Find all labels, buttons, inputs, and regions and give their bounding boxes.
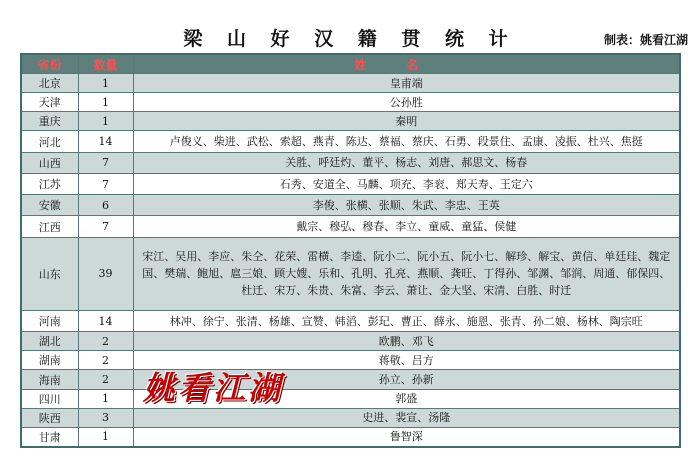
province-cell: 安徽 — [21, 195, 78, 216]
names-cell: 李俊、张横、张顺、朱武、李忠、王英 — [133, 195, 680, 216]
names-cell: 关胜、呼廷灼、董平、杨志、刘唐、郝思文、杨春 — [133, 152, 680, 173]
names-cell: 石秀、安道全、马麟、项充、李衮、郑天寿、王定六 — [133, 173, 680, 194]
names-cell: 公孙胜 — [133, 93, 680, 112]
table-row — [21, 351, 680, 370]
names-cell: 皇甫端 — [133, 74, 680, 93]
count-cell: 6 — [78, 195, 133, 216]
province-cell: 湖北 — [21, 332, 78, 351]
province-cell: 天津 — [21, 93, 78, 112]
table-row — [21, 310, 680, 331]
names-cell: 史进、裴宣、汤隆 — [133, 408, 680, 427]
province-cell: 海南 — [21, 370, 78, 389]
table-row — [21, 237, 680, 310]
count-cell: 39 — [78, 237, 133, 310]
table-row — [21, 131, 680, 152]
table-author: 制表：姚看江湖 — [603, 33, 688, 47]
table-body — [21, 74, 680, 448]
province-cell: 河北 — [21, 131, 78, 152]
count-header: 数量 — [78, 54, 133, 74]
watermark-stamp: 姚看江湖 — [143, 369, 284, 407]
table-row — [21, 389, 680, 408]
province-header: 省份 — [21, 54, 78, 74]
count-cell: 7 — [78, 152, 133, 173]
table-row — [21, 427, 680, 447]
table-row — [21, 370, 680, 389]
names-cell: 欧鹏、邓飞 — [133, 332, 680, 351]
names-header: 姓名 — [133, 54, 680, 74]
count-cell: 7 — [78, 173, 133, 194]
names-cell: 宋江、吴用、李应、朱仝、花荣、雷横、李逵、阮小二、阮小五、阮小七、解珍、解宝、黄信、单廷珪、魏定国、樊瑞、鲍旭、扈三娘、顾大嫂、乐和、孔明、孔亮、燕顺、龚旺、丁得孙、邹渊、邹润、周通、郁保四、杜迁、宋万、朱贵、朱富、李云、萧让、金大坚、宋清、白胜、时迁 — [133, 237, 680, 310]
count-cell: 14 — [78, 131, 133, 152]
province-cell: 湖南 — [21, 351, 78, 370]
names-cell: 卢俊义、柴进、武松、索超、燕青、陈达、蔡福、蔡庆、石勇、段景住、孟康、凌振、杜兴、焦挺 — [133, 131, 680, 152]
province-cell: 陕西 — [21, 408, 78, 427]
count-cell: 1 — [78, 74, 133, 93]
count-cell: 1 — [78, 389, 133, 408]
table-row — [21, 74, 680, 93]
table-row — [21, 408, 680, 427]
names-cell: 蒋敬、吕方 — [133, 351, 680, 370]
province-cell: 甘肃 — [21, 427, 78, 447]
table-row — [21, 112, 680, 131]
count-cell: 14 — [78, 310, 133, 331]
province-cell: 河南 — [21, 310, 78, 331]
count-cell: 3 — [78, 408, 133, 427]
province-cell: 四川 — [21, 389, 78, 408]
province-cell: 江西 — [21, 216, 78, 237]
names-cell: 林冲、徐宁、张清、杨雄、宣赞、韩滔、彭玘、曹正、薛永、施恩、张青、孙二娘、杨林、陶宗旺 — [133, 310, 680, 331]
province-cell: 山东 — [21, 237, 78, 310]
names-cell: 秦明 — [133, 112, 680, 131]
names-cell: 郭盛 — [133, 389, 680, 408]
count-cell: 1 — [78, 427, 133, 447]
province-cell: 江苏 — [21, 173, 78, 194]
table-row — [21, 173, 680, 194]
table-row — [21, 152, 680, 173]
count-cell: 2 — [78, 370, 133, 389]
names-cell: 戴宗、穆弘、穆春、李立、童威、童猛、侯健 — [133, 216, 680, 237]
province-cell: 北京 — [21, 74, 78, 93]
document-title: 梁 山 好 汉 籍 贯 统 计 — [183, 28, 517, 50]
table-row — [21, 332, 680, 351]
count-cell: 1 — [78, 93, 133, 112]
names-cell: 孙立、孙新 — [133, 370, 680, 389]
table-row — [21, 93, 680, 112]
count-cell: 2 — [78, 351, 133, 370]
table-header-row — [21, 54, 680, 74]
hometown-table — [20, 53, 681, 448]
count-cell: 7 — [78, 216, 133, 237]
count-cell: 2 — [78, 332, 133, 351]
count-cell: 1 — [78, 112, 133, 131]
names-cell: 鲁智深 — [133, 427, 680, 447]
table-row — [21, 216, 680, 237]
table-row — [21, 195, 680, 216]
province-cell: 重庆 — [21, 112, 78, 131]
province-cell: 山西 — [21, 152, 78, 173]
